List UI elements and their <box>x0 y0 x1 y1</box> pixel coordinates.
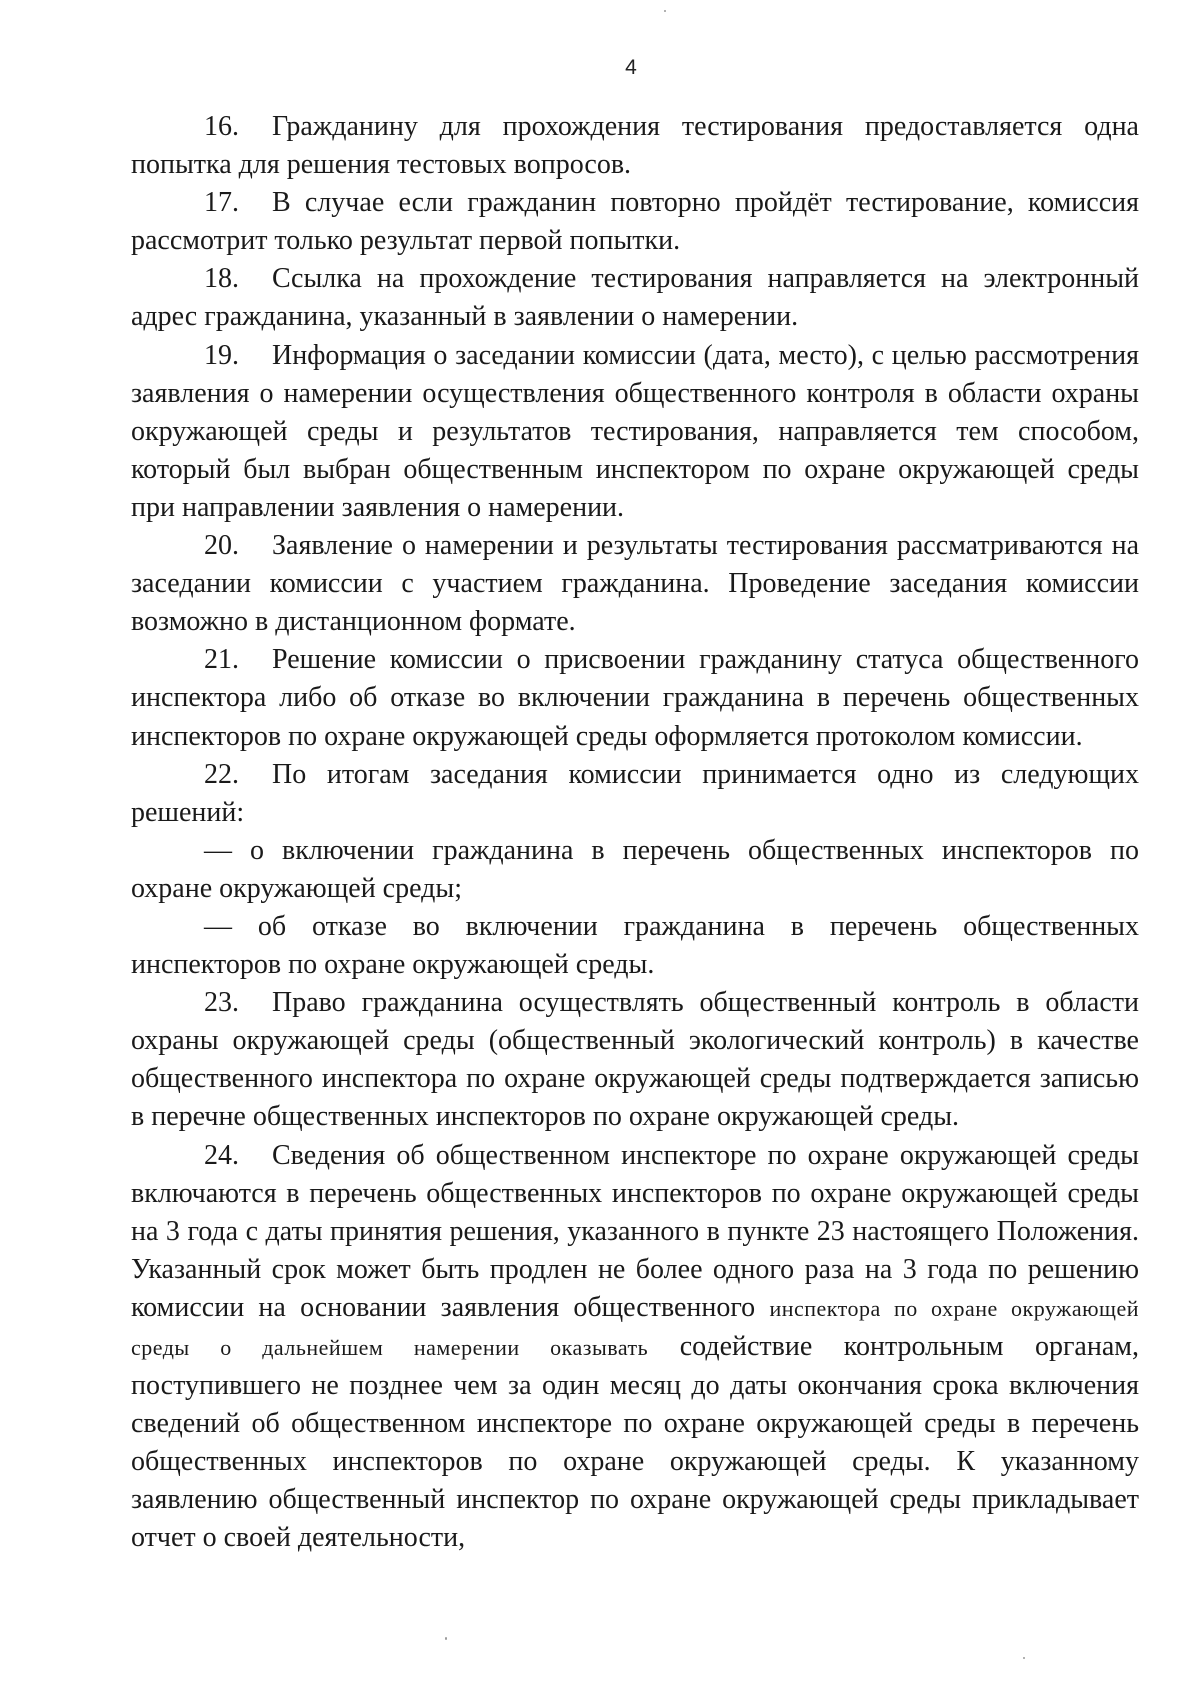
paragraph-23 <box>131 984 1139 1136</box>
paragraph-20 <box>131 527 1139 641</box>
paragraph-19 <box>131 337 1139 527</box>
paragraph-number: 17. <box>204 187 239 219</box>
document-body <box>131 108 1139 1558</box>
paragraph-text: Решение комиссии о присвоении гражданину статуса общественного инспектора либо об отказе во включении гражданина в перечень общественных инспекторов по охране окружающей среды оформляется протоколом комиссии. <box>131 644 1139 752</box>
paragraph-text: Заявление о намерении и результаты тестирования рассматриваются на заседании комиссии с участием гражданина. Проведение заседания комиссии возможно в дистанционном формате. <box>131 530 1139 638</box>
paragraph-number: 22. <box>204 758 239 790</box>
paragraph-number: 16. <box>204 111 239 142</box>
paragraph-text: Гражданину для прохождения тестирования предоставляется одна попытка для решения тестовых вопросов. <box>131 111 1139 181</box>
paragraph-number: 18. <box>204 263 239 295</box>
scan-speck <box>664 10 666 12</box>
paragraph-text: Право гражданина осуществлять общественный контроль в области охраны окружающей среды (общественный экологический контроль) в качестве общественного инспектора по охране окружающей среды подтверждается записью в перечне общественных инспекторов по охране окружающей среды. <box>131 987 1139 1133</box>
decision-option-include: — о включении гражданина в перечень общественных инспекторов по охране окружающей среды; <box>131 834 1139 904</box>
paragraph-number: 19. <box>204 339 239 371</box>
paragraph-17 <box>131 184 1139 260</box>
paragraph-number: 23. <box>204 987 239 1019</box>
paragraph-text: По итогам заседания комиссии принимается одно из следующих решений: <box>131 758 1139 828</box>
paragraph-number: 24. <box>204 1139 239 1171</box>
paragraph-24 <box>131 1137 1139 1558</box>
paragraph-text: В случае если гражданин повторно пройдёт тестирование, комиссия рассмотрит только результат первой попытки. <box>131 187 1139 257</box>
paragraph-21 <box>131 641 1139 755</box>
paragraph-text-compressed-line: инспектора по охране окружающей среды о дальнейшем намерении оказывать <box>131 1295 1140 1360</box>
paragraph-text: Информация о заседании комиссии (дата, место), с целью рассмотрения заявления о намерении осуществления общественного контроля в области охраны окружающей среды и результатов тестирования, направляется тем способом, который был выбран общественным инспектором по охране окружающей среды при направлении заявления о намерении. <box>131 339 1139 523</box>
scan-speck <box>445 1637 447 1640</box>
paragraph-22 <box>131 756 1139 832</box>
scan-speck <box>1023 1657 1025 1659</box>
paragraph-text: содействие контрольным органам, поступившего не позднее чем за один месяц до даты окончания срока включения сведений об общественном инспекторе по охране окружающей среды в перечень общественных инспекторов по охране окружающей среды. К указанному заявлению общественный инспектор по охране окружающей среды прикладывает отчет о своей деятельности, <box>131 1331 1139 1554</box>
paragraph-16 <box>131 108 1139 184</box>
paragraph-text: Сведения об общественном инспекторе по охране окружающей среды включаются в перечень общественных инспекторов по охране окружающей среды на 3 года с даты принятия решения, указанного в пункте 23 настоящего Положения. Указанный срок может быть продлен не более одного раза на 3 года по решению комиссии на основании заявления общественного <box>131 1139 1139 1323</box>
paragraph-18 <box>131 260 1139 336</box>
page-number: 4 <box>625 56 637 79</box>
paragraph-number: 21. <box>204 644 239 676</box>
paragraph-number: 20. <box>204 530 239 562</box>
decision-option-refuse: — об отказе во включении гражданина в перечень общественных инспекторов по охране окружающей среды. <box>131 910 1139 981</box>
paragraph-text: Ссылка на прохождение тестирования направляется на электронный адрес гражданина, указанный в заявлении о намерении. <box>131 263 1139 333</box>
